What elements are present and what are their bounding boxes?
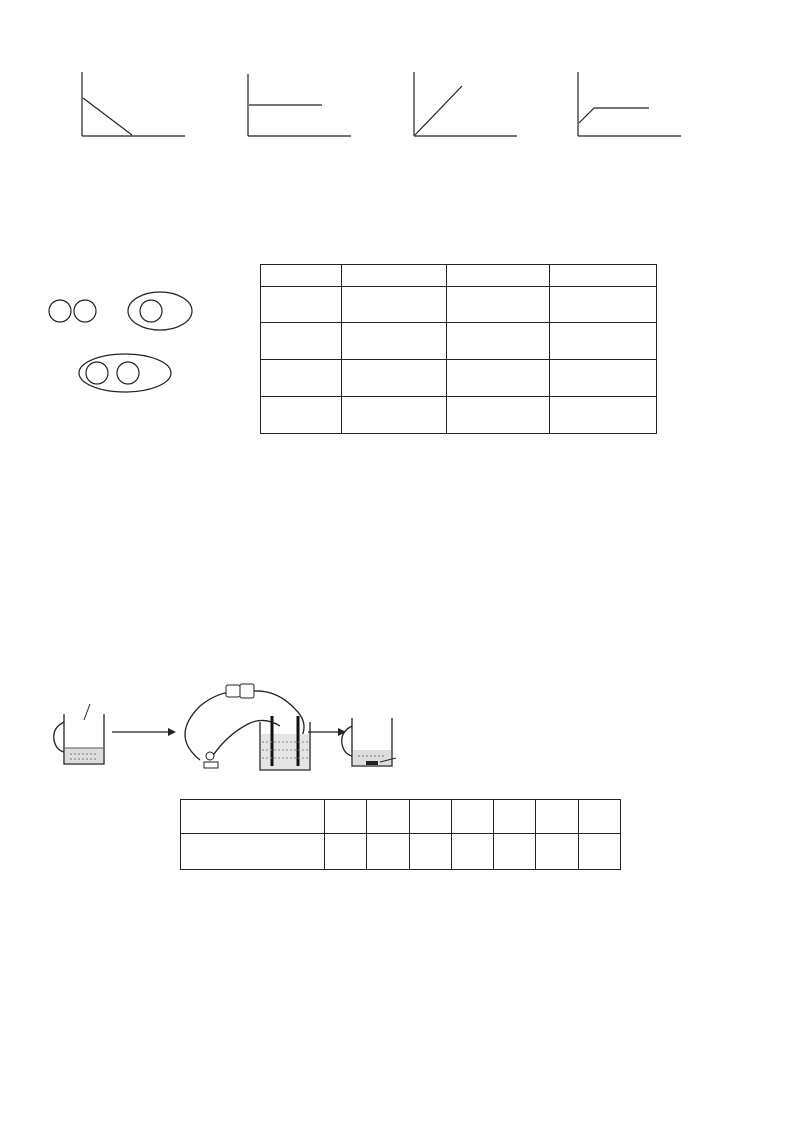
q10-table-row-solubility bbox=[181, 834, 621, 870]
q10-sol-cell bbox=[409, 834, 451, 870]
q10-sol-cell bbox=[367, 834, 409, 870]
q10-sol-cell bbox=[578, 834, 620, 870]
q8-cell bbox=[342, 287, 447, 323]
q10-cup-bing bbox=[342, 718, 396, 766]
q10-sol-cell bbox=[536, 834, 578, 870]
q8-th-y bbox=[447, 265, 550, 287]
q7-a-plot bbox=[70, 70, 190, 140]
q8-cell bbox=[550, 323, 657, 360]
q8-th-0 bbox=[261, 265, 342, 287]
q10-apparatus bbox=[50, 676, 440, 776]
q10-row-label-solubility bbox=[181, 834, 325, 870]
q8-cell bbox=[342, 360, 447, 397]
q8-fig3 bbox=[77, 352, 175, 394]
q8-cell bbox=[447, 397, 550, 434]
q8-cell-num bbox=[261, 397, 342, 434]
q7-c-line bbox=[415, 86, 462, 135]
q10-temp-cell bbox=[451, 800, 493, 834]
q10-beaker-yi bbox=[260, 716, 310, 770]
q8-table bbox=[260, 264, 657, 434]
q10-temp-cell bbox=[536, 800, 578, 834]
q10-table bbox=[180, 799, 621, 870]
q7-d-plot bbox=[566, 68, 686, 140]
q7-a-line bbox=[83, 98, 132, 135]
q8-cell bbox=[342, 397, 447, 434]
q8-cell bbox=[550, 397, 657, 434]
q8-cell bbox=[550, 360, 657, 397]
q8-cell bbox=[447, 323, 550, 360]
q10-cup-jia bbox=[54, 704, 104, 764]
q8-cell bbox=[342, 323, 447, 360]
q10-table-row-temp bbox=[181, 800, 621, 834]
q10-sol-cell bbox=[494, 834, 536, 870]
q7-c-plot bbox=[402, 68, 522, 140]
q8-cell bbox=[550, 287, 657, 323]
q8-cell bbox=[447, 360, 550, 397]
q10-temp-cell bbox=[494, 800, 536, 834]
q8-table-header-row bbox=[261, 265, 657, 287]
q10-sol-cell bbox=[325, 834, 367, 870]
q10-temp-cell bbox=[367, 800, 409, 834]
q8-th-x bbox=[342, 265, 447, 287]
q8-table-row bbox=[261, 397, 657, 434]
q10-temp-cell bbox=[325, 800, 367, 834]
q8-table-row bbox=[261, 360, 657, 397]
q8-cell bbox=[447, 287, 550, 323]
q8-cell-num bbox=[261, 287, 342, 323]
q8-table-row bbox=[261, 323, 657, 360]
q10-temp-cell bbox=[409, 800, 451, 834]
q8-th-z bbox=[550, 265, 657, 287]
q8-table-row bbox=[261, 287, 657, 323]
q8-cell-num bbox=[261, 360, 342, 397]
q7-b-plot bbox=[236, 70, 356, 140]
q7-d-line bbox=[579, 108, 649, 123]
q10-sol-cell bbox=[451, 834, 493, 870]
q8-cell-num bbox=[261, 323, 342, 360]
q10-temp-cell bbox=[578, 800, 620, 834]
q8-fig2 bbox=[126, 290, 196, 332]
q10-row-label-temp bbox=[181, 800, 325, 834]
q8-fig1 bbox=[45, 295, 105, 329]
